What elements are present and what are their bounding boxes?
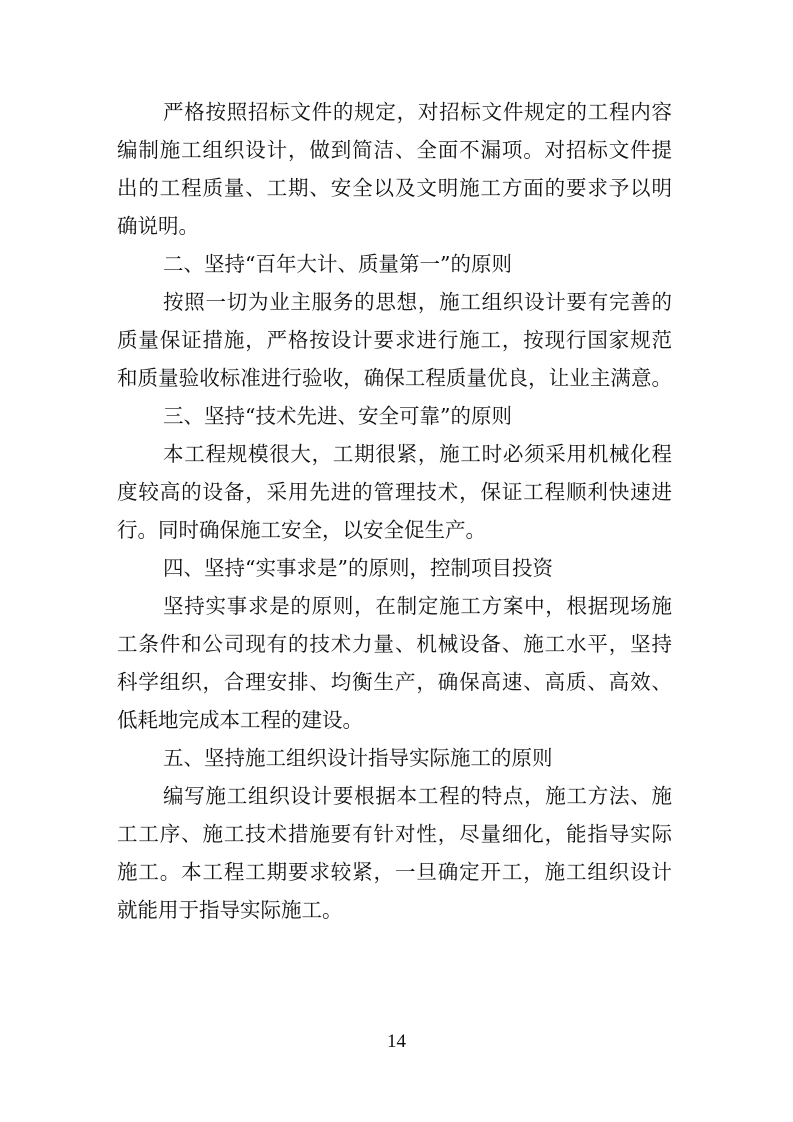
paragraph-4-line-3: 科学组织，合理安排、均衡生产，确保高速、高质、高效、 bbox=[117, 670, 672, 694]
section-heading-5: 五、坚持施工组织设计指导实际施工的原则 bbox=[163, 746, 553, 770]
section-heading-4: 四、坚持“实事求是”的原则，控制项目投资 bbox=[163, 556, 553, 580]
paragraph-1-line-1: 严格按照招标文件的规定，对招标文件规定的工程内容 bbox=[163, 100, 672, 124]
paragraph-2-line-2: 质量保证措施，严格按设计要求进行施工，按现行国家规范 bbox=[117, 328, 672, 352]
paragraph-5-line-2: 工工序、施工技术措施要有针对性，尽量细化，能指导实际 bbox=[117, 822, 672, 846]
paragraph-1-line-3: 出的工程质量、工期、安全以及文明施工方面的要求予以明 bbox=[117, 176, 672, 200]
paragraph-4-line-4: 低耗地完成本工程的建设。 bbox=[117, 708, 363, 732]
paragraph-5-line-4: 就能用于指导实际施工。 bbox=[117, 898, 343, 922]
paragraph-2-line-1: 按照一切为业主服务的思想，施工组织设计要有完善的 bbox=[163, 290, 672, 314]
paragraph-1-line-2: 编制施工组织设计，做到简洁、全面不漏项。对招标文件提 bbox=[117, 138, 672, 162]
paragraph-5-line-3: 施工。本工程工期要求较紧，一旦确定开工，施工组织设计 bbox=[117, 860, 672, 884]
paragraph-3-line-3: 行。同时确保施工安全，以安全促生产。 bbox=[117, 518, 486, 542]
paragraph-1-line-4: 确说明。 bbox=[117, 214, 199, 238]
paragraph-4-line-1: 坚持实事求是的原则，在制定施工方案中，根据现场施 bbox=[163, 594, 672, 618]
paragraph-2-line-3: 和质量验收标准进行验收，确保工程质量优良，让业主满意。 bbox=[117, 366, 672, 390]
paragraph-4-line-2: 工条件和公司现有的技术力量、机械设备、施工水平，坚持 bbox=[117, 632, 672, 656]
page-number: 14 bbox=[387, 1031, 406, 1052]
paragraph-3-line-1: 本工程规模很大，工期很紧，施工时必须采用机械化程 bbox=[163, 442, 672, 466]
section-heading-3: 三、坚持“技术先进、安全可靠”的原则 bbox=[163, 404, 512, 428]
section-heading-2: 二、坚持“百年大计、质量第一”的原则 bbox=[163, 252, 512, 276]
paragraph-3-line-2: 度较高的设备，采用先进的管理技术，保证工程顺利快速进 bbox=[117, 480, 672, 504]
paragraph-5-line-1: 编写施工组织设计要根据本工程的特点，施工方法、施 bbox=[163, 784, 672, 808]
